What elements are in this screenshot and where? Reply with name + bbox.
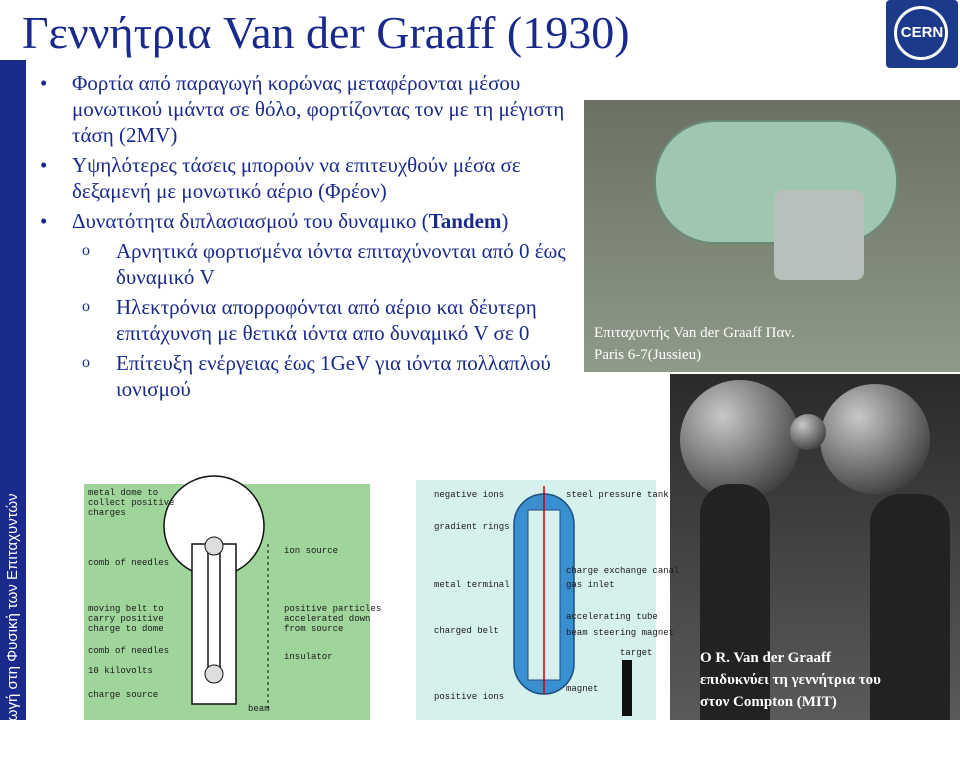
photo-caption-line: Ο R. Van der Graaff — [700, 650, 831, 666]
diagram-label: comb of needles — [88, 646, 170, 656]
diagram-label: charged belt — [434, 626, 499, 636]
bullet-item — [36, 152, 582, 204]
course-sidebar — [0, 60, 26, 760]
flange-shape — [774, 190, 864, 280]
sidebar-course-title: Εισαγωγή στη Φυσική των Επιταχυντών — [4, 493, 21, 760]
vdg-diagram — [84, 484, 382, 720]
diagram-label: beam steering magnet — [566, 628, 675, 638]
sphere-shape — [680, 380, 800, 500]
diagram-label: charge exchange canal — [566, 566, 680, 576]
bullet-list — [36, 70, 596, 406]
sub-bullet-text: Ηλεκτρόνια απορροφόνται από αέριο και δέυτερη επιτάχυνση με θετικά ιόντα απο δυναμικό V σε 0 — [116, 295, 537, 345]
diagram-label: comb of needles — [88, 558, 170, 568]
diagram-label: gas inlet — [566, 580, 615, 590]
diagram-label: positive ions — [434, 692, 505, 702]
diagram-label: metal terminal — [434, 580, 510, 590]
diagram-label: magnet — [566, 684, 599, 694]
bullet-text: Υψηλότερες τάσεις μπορούν να επιτευχθούν μέσα σε δεξαμενή με μονωτικό αέριο (Φρέον) — [72, 153, 521, 203]
diagram-label: gradient rings — [434, 522, 510, 532]
bullet-item — [36, 208, 582, 234]
photo-caption-line: Επιταχυντής Van der Graaff Παν. — [594, 325, 795, 341]
sub-bullet-item — [36, 350, 572, 402]
diagram-label: beam — [248, 704, 270, 714]
bullet-item — [36, 70, 582, 148]
diagram-drawing — [416, 480, 656, 720]
diagram-label: metal dome to collect positive charges — [88, 488, 175, 518]
diagram-label: accelerating tube — [566, 612, 658, 622]
sub-bullet-item — [36, 294, 572, 346]
cern-logo — [886, 0, 958, 68]
accelerator-photo — [584, 100, 960, 372]
slide-title: Γεννήτρια Van der Graaff (1930) — [22, 7, 630, 58]
sphere-shape — [820, 384, 930, 494]
diagram-label: positive particles accelerated down from source — [284, 604, 382, 634]
photo-caption-line: στον Compton (MIT) — [700, 694, 837, 710]
tandem-diagram — [416, 480, 680, 720]
diagram-label: negative ions — [434, 490, 505, 500]
diagram-label: 10 kilovolts — [88, 666, 153, 676]
sub-bullet-text: Επίτευξη ενέργειας έως 1GeV για ιόντα πολλαπλού ιονισμού — [116, 351, 551, 401]
tandem-bold: Tandem — [428, 209, 502, 233]
photo-caption-line: επιδυκνύει τη γεννήτρια του — [700, 672, 881, 688]
logo-text: CERN — [900, 24, 944, 41]
sub-bullet-text: Αρνητικά φορτισμένα ιόντα επιταχύνονται από 0 έως δυναμικό V — [116, 239, 566, 289]
diagram-label: charge source — [88, 690, 159, 700]
bullet-text: Φορτία από παραγωγή κορώνας μεταφέρονται μέσου μονωτικού ιμάντα σε θόλο, φορτίζοντας τον με τη μέγιστη τάση (2MV) — [72, 71, 565, 147]
diagram-label: insulator — [284, 652, 333, 662]
bullet-text: Δυνατότητα διπλασιασμού του δυναμικο ( — [72, 209, 429, 233]
diagram-label: steel pressure tank — [566, 490, 669, 500]
diagram-drawing — [84, 484, 370, 720]
diagram-label: target — [620, 648, 653, 658]
sphere-shape — [790, 414, 826, 450]
diagram-label: moving belt to carry positive charge to dome — [88, 604, 164, 634]
diagram-label: ion source — [284, 546, 339, 556]
sub-bullet-item — [36, 238, 572, 290]
bullet-text: ) — [501, 209, 509, 233]
historic-photo — [670, 374, 960, 720]
photo-caption-line: Paris 6-7(Jussieu) — [594, 347, 702, 363]
person-shape — [870, 494, 950, 720]
